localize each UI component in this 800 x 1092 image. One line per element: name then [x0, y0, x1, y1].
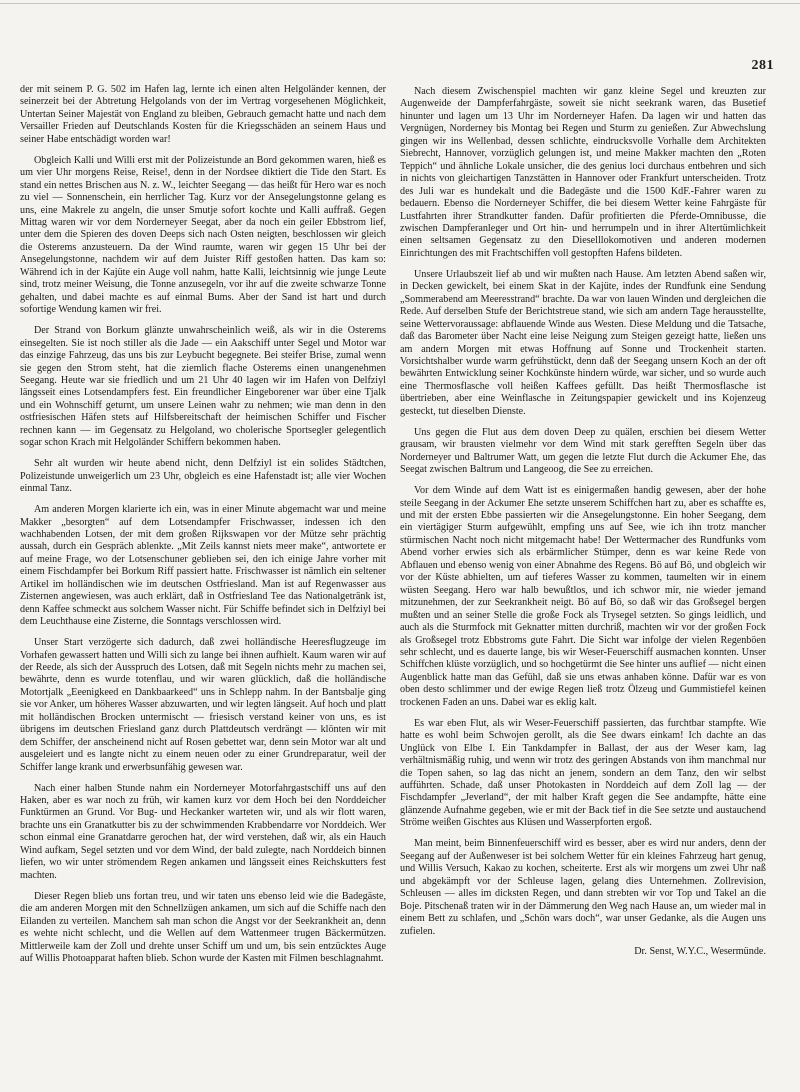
- paragraph: Man meint, beim Binnenfeuerschiff wird es besser, aber es wird nur anders, denn der Seegang auf der Außenweser ist bei solchem Wetter für ein kleines Fahrzeug hart genug, und Willis Versuch, Kakao zu kochen, scheiterte. Erst als wir morgens um zwei Uhr naß und abgekämpft vor der Schleuse lagen, gelang dies Unternehmen. Zollrevision, Schleusen — alles im dicksten Regen, und dann strebten wir vor Top und Takel an die Boje. Pitschenaß traten wir in der Dämmerung den Weg nach Hause an, um wieder mal in einem Bett zu schlafen, und „Schön wars doch“, war unser Gedanke, als die Augen uns zufielen.: [400, 838, 766, 937]
- paragraph: Nach einer halben Stunde nahm ein Norderneyer Motorfahrgastschiff uns auf den Haken, aber es war noch zu früh, wir kamen kurz vor dem Hoch bei den Norddeicher Funktürmen an Grund. Vor Bug- und Heckanker warteten wir, und als wir flott waren, brachte uns ein Granatkutter bis zu der schwimmenden Krabbendarre vor Norddeich. Wer schon einmal eine Granatdarre gerochen hat, der wird verstehen, daß wir, als ein Hauch Wind aufkam, Segel setzten und vor dem Wind, der bald zulegte, nach Norddeich binnen liefen, wo wir unter strömendem Regen ankamen und längsseit eines Reichskutters fest machten.: [20, 782, 386, 881]
- paragraph: Am anderen Morgen klarierte ich ein, was in einer Minute abgemacht war und meine Makker „besorgten“ auf dem Lotsendampfer Frischwasser, indessen ich den wachhabenden Lotsen, der mit dem großen Rijkswapen vor der Mütze sehr prächtig aussah, durch ein Gespräch ablenkte. „Mit Zeils kannst niets meer make“, antwortete er auf meine Frage, wo der Lotsenschuner geblieben sei, den ich einige Jahre vorher mit einem Fischdampfer bei Borkum Riff passiert hatte. Frischwasser ist nämlich ein seltener Artikel im holländischen wie im deutschen Ostfriesland. Man ist auf Regenwasser aus Zisternen angewiesen, was auch erklärt, daß in Ostfriesland Tee das Nationalgetränk ist, denn Kaffee schmeckt aus solchem Wasser nicht. Für Schiffe befindet sich in Delfziyl bei dem Leuchthause eine Zisterne, die Sonntags verschlossen wird.: [20, 504, 386, 628]
- paragraph: Unsere Urlaubszeit lief ab und wir mußten nach Hause. Am letzten Abend saßen wir, in Decken gewickelt, bei einem Skat in der Kajüte, indes der Rundfunk eine Sendung „Sommerabend am Meeresstrand“ brachte. Da war von lauen Winden und dergleichen die Rede. Auf derselben Stufe der Berichtstreue stand, wie sich am andern Tage herausstellte, seine Wettervoraussage: abflauende Winde aus Westen. Diese Meldung und die Tatsache, daß das Barometer über Nacht eine leise Neigung zum Steigen gezeigt hatte, ließen uns am andern Morgen mit etwas Hoffnung auf Sonne und Trockenheit starten. Vorsichtshalber wurde warm gefrühstückt, denn daß der Seegang unsern Koch an der oft bewährten Entwicklung seiner Kochkünste hindern würde, war sicher, und so wurde auch eine Thermosflasche voll heißen Kaffees gefüllt. Das heißt Thermosflasche ist übertrieben, aber eine Weinflasche in Zeitungspapier gewickelt und ins Kojenzeug gesteckt, tut dieselben Dienste.: [400, 268, 766, 417]
- paragraph: Der Strand von Borkum glänzte unwahrscheinlich weiß, als wir in die Osterems einsegelten. Sie ist noch stiller als die Jade — ein Aakschiff unter Segel und Motor war das einzige Fahrzeug, das uns bis zur Leybucht begegnete. Bei steifer Brise, zumal wenn sie gegen den Strom steht, hat die ziemlich flache Osterems einen unangenehmen Seegang. Heute war sie friedlich und um 21 Uhr 40 lagen wir im Hafen von Delfziyl längsseit eines Lotsendampfers fest. Ein freundlicher Eingeborener war über eine Tjalk und ein Wohnschiff geturnt, um unsere Leinen wahr zu nehmen; wie man denn in den ostfriesischen Häfen stets auf Hilfsbereitschaft der heimischen Schiffer und Fischer rechnen kann — im Gegensatz zu Helgoland, wo cholerische Sportsegler gelegentlich sogar schon Krach mit Helgoländer Schiffern bekommen haben.: [20, 325, 386, 449]
- paragraph: Obgleich Kalli und Willi erst mit der Polizeistunde an Bord gekommen waren, hieß es um vier Uhr morgens Reise, Reise!, denn in der Nordsee diktiert die Tide den Start. Es stand ein nettes Brischen aus N. z. W., leichter Seegang — das heißt für Hero war es noch zu viel — Sonnenschein, ein herrlicher Tag. Kurz vor der Ansegelungstonne gelang es uns, eine Makrele zu angeln, die unser Smutje sofort kochte und Kalli auffraß. Gegen Mittag waren wir vor dem Norderneyer Seegat, aber da noch ein geiler Ebbstrom lief, unter dem die Spieren des doven Deeps sich nach Osten neigten, beschlossen wir gleich die Osterems anzusteuern. Da der Wind raumte, waren wir gegen 15 Uhr bei der Ansegelungstonne, nachdem wir auf dem Juister Riff gestoßen hatten. Das kam so: Während ich in der Kajüte ein Auge voll nahm, hatte Kalli, leichtsinnig wie junge Leute sind, trotz meiner Weisung, die Tonne anzusegeln, vor ihr auf die zweite schwarze Tonne gehalten, und dabei machte es auf einmal Bums. Aber der Sand ist hart und durch sofortige Wendung kamen wir frei.: [20, 154, 386, 316]
- paragraph: Es war eben Flut, als wir Weser-Feuerschiff passierten, das furchtbar stampfte. Wie hatte es wohl beim Schwojen gerollt, als die See dwars einkam! Ich dachte an das Unglück von Elbe I. Ein Tankdampfer in Ballast, der aus der Weser kam, lag verhältnismäßig ruhig, und wenn wir trotz des geringen Abstands von ihm manchmal nur die Topen sahen, so lag das nicht an jenem, sondern an dem Tanz, den wir selbst aufführten. Schade, daß unser Photokasten in Norddeich auf dem Zoll lag — der Fischdampfer „Jeverland“, der mit halber Kraft gegen die See andampfte, hätte eine glänzende Aufnahme gegeben, wie er mit der Back tief in die See setzte und austauchend Ströme weißen Gischtes aus Klüsen und Wasserpforten ergoß.: [400, 717, 766, 829]
- paragraph: Vor dem Winde auf dem Watt ist es einigermaßen handig gewesen, aber der hohe steile Seegang in der Ackumer Ehe setzte unserem Schiffchen hart zu, aber es schaffte es, und mit der ersten Ebbe passierten wir die Ansegelungstonne. Ein hoher Seegang, dem ein viertägiger Sturm aufgewühlt, empfing uns auf See, wie ich ihn trotz mancher stürmischen Nacht noch nicht mitgemacht habe! Der Wettermacher des Rundfunks vom Abend vorher erwies sich als erbärmlicher Stümper, denn es war keine Rede von Abflauen und ebenso wenig von einer Abnahme des Regens. Bö auf Bö, und obgleich wir vor der Küste abhielten, um auf tieferes Wasser zu kommen, taumelten wir in einem wüsten Seegang. Hero war halb bewußtlos, und ich schwor mir, nie wieder jemand mitzunehmen, der zur Seekrankheit neigt. Bö auf Bö, so daß wir das Großsegel bergen mußten und an seiner Stelle die große Fock als Trysegel setzten. So gings leidlich, und auch als die Sturmfock mit Geknatter mitten durchriß, machten wir vor der großen Fock als Großsegel trotz Ebbstroms gute Fahrt. Die Sicht war infolge der vielen Regenböen sehr schlecht, und es dauerte lange, bis wir Weser-Feuerschiff ausmachen konnten. Unser Schiffchen klüste vorzüglich, und so hochgetürmt die See hinter uns auflief — nicht einen Augenblick hatte man das Gefühl, daß sie uns etwas anhaben könne. Dafür war es von oben desto schlimmer und der ewige Regen ließ trotz Ölzeug und Gummistiefel keinen trockenen Faden an uns. Dabei war es eklig kalt.: [400, 485, 766, 708]
- right-column: [400, 86, 766, 959]
- left-column: [20, 84, 386, 974]
- paragraph: der mit seinem P. G. 502 im Hafen lag, lernte ich einen alten Helgoländer kennen, der seinerzeit bei der Abtretung Helgolands von der im Vertrag vorgesehenen Möglichkeit, Untertan Seiner Majestät von England zu bleiben, Gebrauch gemacht hatte und nach dem Versailler Frieden auf Deutschlands Kosten für die Kriegsschäden an seinem Haus und seiner Habe entschädigt worden war!: [20, 84, 386, 145]
- top-rule: [0, 3, 800, 4]
- paragraph: Uns gegen die Flut aus dem doven Deep zu quälen, erschien bei diesem Wetter grausam, wir brausten vielmehr vor dem Wind mit stark gerefften Segeln über das Norderneyer und Baltrumer Watt, um gegen die letzte Flut durch die Ackumer Ehe, das Seegat zwischen Baltrum und Langeoog, die See zu erreichen.: [400, 426, 766, 476]
- paragraph: Nach diesem Zwischenspiel machten wir ganz kleine Segel und kreuzten zur Augenweide der Dampferfahrgäste, soweit sie nicht seekrank waren, das Busetief hinunter und lagen um 13 Uhr im Norderneyer Hafen. Da lagen wir und hatten das Vergnügen, Norderney bis Montag bei Regen und Sturm zu genießen. Zur Abwechslung gingen wir ins Wellenbad, dessen schlichte, eindrucksvolle Vorhalle dem Architekten Siebrecht, Hannover, vorzüglich gelungen ist, und meine Makker machten den „Roten Teppich“ und ähnliche Lokale unsicher, die des genius loci durchaus entbehren und sich in nichts von gleichartigen Tanzstätten in Hannover oder Frankfurt unterscheiden. Trotz des Juli war es hundekalt und die Badegäste und die 1500 KdF.-Fahrer waren zu bedauern. Ebenso die Norderneyer Schiffer, die bei diesem Wetter keine Fahrgäste für Lustfahrten ihrer Strandkutter fanden. Dafür profitierten die Pferde-Omnibusse, die zwischen Dampferanleger und Ort hin- und herrumpeln und in ihrer Altertümlichkeit einen seltsamen Gegensatz zu den Dieselllokomotiven und anderen modernen Einrichtungen des mit Frachtschiffen voll gestopften Hafens bildeten.: [400, 86, 766, 259]
- page-number: 281: [751, 58, 774, 73]
- paragraph: Unser Start verzögerte sich dadurch, daß zwei holländische Heeresflugzeuge im Vorhafen gewassert hatten und Willi sich zu lange bei ihnen aufhielt. Kaum waren wir auf der Reede, als sich der Ausspruch des Lotsen, daß mit Segeln nichts mehr zu machen sei, bewährte, denn es wurde totenflau, und wir waren glücklich, daß die holländische Motortjalk „Eeenigkeed en Dankbaarkeed“ uns in Schlepp nahm. In der Bantsbalje ging sie vor Anker, um höheres Wasser abzuwarten, und wir legten längseit. Auf hoch und platt mit holländischen Brocken untermischt — friesisch verstand keiner von uns, es ist übrigens im deutschen Friesland ganz durch Plattdeutsch verdrängt — klönten wir mit dem Schiffer, der anscheinend nicht auf Rosen gebettet war, denn sein Motor war alt und ausgeleiert und es langte nicht zu einem neuen oder zu einer Grundreparatur, weil der Schiffer lange krank und erwerbsunfähig gewesen war.: [20, 637, 386, 773]
- paragraph: Dieser Regen blieb uns fortan treu, und wir taten uns ebenso leid wie die Badegäste, die am anderen Morgen mit den Schnellzügen ankamen, um sich auf die Schiffe nach den Eilanden zu verteilen. Manchem sah man schon die Angst vor der Seekrankheit an, denn es wehte nicht schlecht, und die Wellen auf dem Wattenmeer trugen Bäckermützen. Mittlerweile kam der Zoll und drehte unser Schiff um und um, bis sein entzücktes Auge auf Willis Photoapparat haften blieb. Schon wurde der Kasten mit Filmen beschlagnahmt.: [20, 890, 386, 964]
- author-signature: Dr. Senst, W.Y.C., Wesermünde.: [634, 946, 766, 958]
- paragraph: Sehr alt wurden wir heute abend nicht, denn Delfziyl ist ein solides Städtchen, Polizeistunde unweigerlich um 23 Uhr, obgleich es eine Hafenstadt ist; alle vier Wochen einmal Tanz.: [20, 458, 386, 495]
